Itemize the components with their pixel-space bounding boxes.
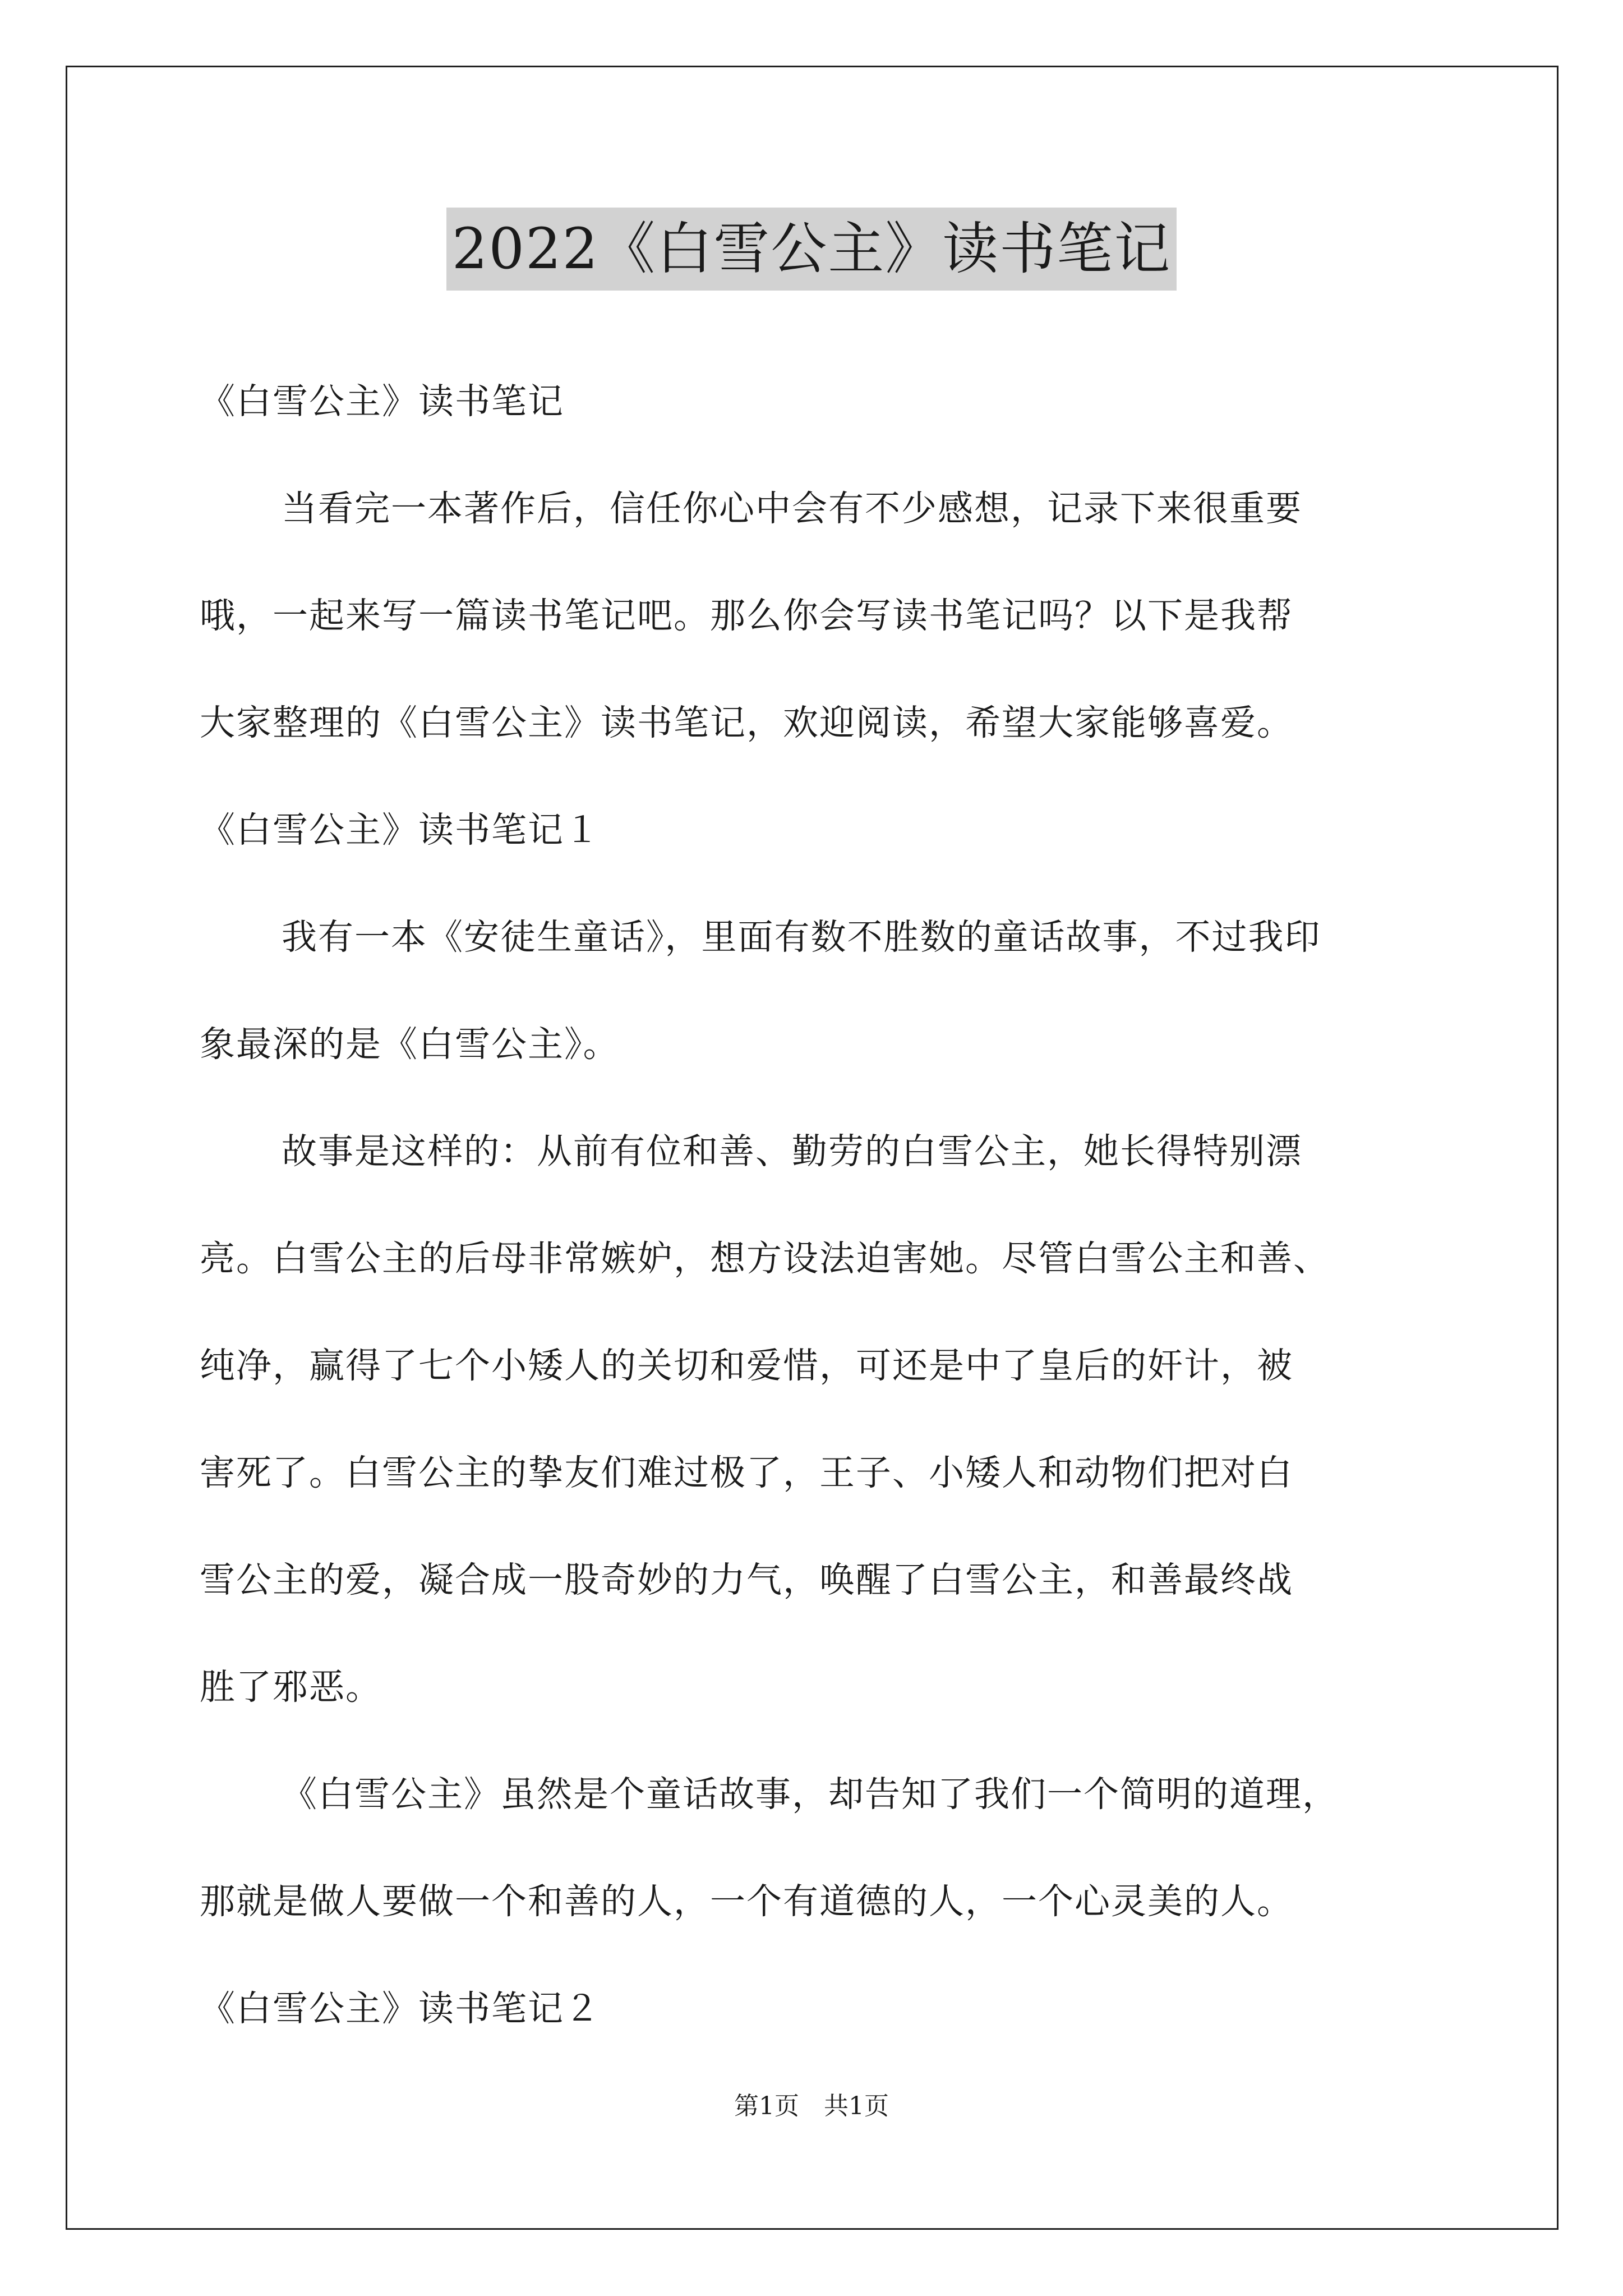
section-heading: 《白雪公主》读书笔记１ [200, 809, 601, 850]
paragraph-line: 故事是这样的：从前有位和善、勤劳的白雪公主，她长得特别漂 [282, 1131, 1302, 1172]
document-body [200, 348, 1472, 2062]
paragraph-line: 当看完一本著作后，信任你心中会有不少感想，记录下来很重要 [282, 488, 1302, 529]
page-footer: 第1页 共1页 [734, 2092, 889, 2120]
paragraph-line: 象最深的是《白雪公主》。 [200, 1024, 620, 1065]
paragraph-line: 《白雪公主》虽然是个童话故事，却告知了我们一个简明的道理， [282, 1774, 1339, 1815]
paragraph-line: 亮。白雪公主的后母非常嫉妒，想方设法迫害她。尽管白雪公主和善、 [200, 1238, 1330, 1279]
paragraph-line: 纯净，赢得了七个小矮人的关切和爱惜，可还是中了皇后的奸计，被 [200, 1345, 1293, 1386]
section-heading: 《白雪公主》读书笔记２ [200, 1988, 601, 2029]
paragraph-line: 大家整理的《白雪公主》读书笔记，欢迎阅读，希望大家能够喜爱。 [200, 702, 1293, 743]
title-container [0, 208, 1623, 291]
paragraph-line: 我有一本《安徒生童话》，里面有数不胜数的童话故事，不过我印 [282, 917, 1321, 958]
paragraph-line: 哦，一起来写一篇读书笔记吧。那么你会写读书笔记吗？以下是我帮 [200, 595, 1293, 636]
paragraph-line: 雪公主的爱，凝合成一股奇妙的力气，唤醒了白雪公主，和善最终战 [200, 1559, 1293, 1600]
paragraph-line: 害死了。白雪公主的挚友们难过极了，王子、小矮人和动物们把对白 [200, 1452, 1293, 1493]
paragraph-line: 那就是做人要做一个和善的人，一个有道德的人，一个心灵美的人。 [200, 1881, 1293, 1922]
document-title: 2022《白雪公主》读书笔记 [446, 208, 1177, 291]
paragraph-line: 胜了邪恶。 [200, 1667, 382, 1708]
section-heading: 《白雪公主》读书笔记 [200, 381, 564, 422]
